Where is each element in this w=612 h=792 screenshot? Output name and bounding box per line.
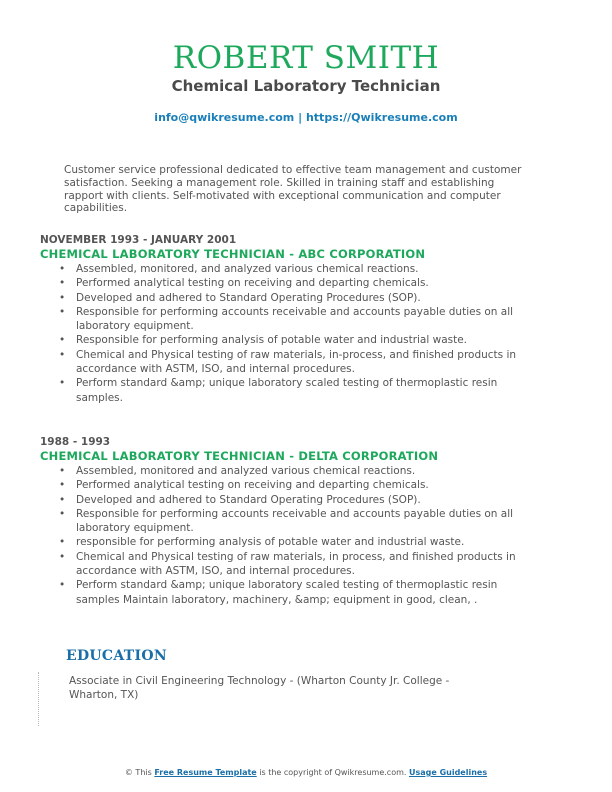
summary-text: Customer service professional dedicated to effective team management and customer satisfaction. Seeking a management role. Skilled in training staff and establishing rapport with clients. Self-motivated with exceptional communication and computer capabilities. [64, 164, 522, 215]
bullet-item: • Perform standard &amp; unique laboratory scaled testing of thermoplastic resin samples. [59, 377, 498, 404]
bullet-icon: • [59, 493, 66, 506]
candidate-title: Chemical Laboratory Technician [171, 77, 441, 95]
job-title: CHEMICAL LABORATORY TECHNICIAN - ABC CORPORATION [40, 247, 426, 261]
bullet-item: • responsible for performing analysis of potable water and industrial waste. [59, 536, 465, 549]
bullet-item: • Responsible for performing analysis of potable water and industrial waste. [59, 334, 468, 347]
bullet-item: • Developed and adhered to Standard Operating Procedures (SOP). [59, 291, 421, 304]
website-link[interactable]: https://Qwikresume.com [305, 111, 458, 124]
contact-separator: | [294, 111, 306, 124]
job-title: CHEMICAL LABORATORY TECHNICIAN - DELTA CORPORATION [40, 449, 439, 463]
bullet-icon: • [59, 479, 66, 492]
bullet-item: • Performed analytical testing on receiving and departing chemicals. [59, 479, 429, 492]
job-dates: 1988 - 1993 [40, 436, 111, 448]
bullet-item: • Perform standard &amp; unique laboratory scaled testing of thermoplastic resin samples Maintain laboratory, machinery, &amp; equipment in good, clean, . [59, 579, 498, 606]
bullet-icon: • [59, 277, 66, 290]
bullet-item: • Chemical and Physical testing of raw materials, in process, and finished products in accordance with ASTM, ISO, and internal procedures. [59, 550, 516, 578]
bullet-item: • Responsible for performing accounts receivable and accounts payable duties on all laboratory equipment. [59, 507, 514, 535]
candidate-name: ROBERT SMITH [172, 40, 440, 76]
footer [0, 768, 612, 777]
bullet-icon: • [59, 334, 66, 347]
bullet-icon: • [59, 536, 66, 549]
bullet-icon: • [59, 507, 66, 520]
usage-guidelines-link[interactable]: Usage Guidelines [408, 768, 488, 777]
education-heading: EDUCATION [66, 648, 167, 664]
job-bullets [40, 464, 530, 607]
education-divider [38, 672, 39, 726]
job-dates: NOVEMBER 1993 - JANUARY 2001 [40, 234, 237, 246]
bullet-item: • Developed and adhered to Standard Operating Procedures (SOP). [59, 493, 421, 506]
bullet-item: • Responsible for performing accounts receivable and accounts payable duties on all laboratory equipment. [59, 305, 514, 333]
bullet-item: • Assembled, monitored, and analyzed various chemical reactions. [59, 263, 419, 275]
job-bullets [40, 262, 530, 405]
footer-prefix: © This [124, 768, 155, 777]
bullet-icon: • [59, 263, 66, 275]
experience-entry [40, 436, 530, 607]
bullet-item: • Chemical and Physical testing of raw materials, in-process, and finished products in accordance with ASTM, ISO, and internal procedures. [59, 348, 517, 376]
free-resume-template-link[interactable]: Free Resume Template [154, 768, 257, 777]
bullet-icon: • [59, 377, 66, 390]
bullet-icon: • [59, 305, 66, 318]
bullet-icon: • [59, 579, 66, 592]
education-entry: Associate in Civil Engineering Technology - (Wharton County Jr. College - Wharton, TX) [69, 675, 450, 701]
contact-line [0, 111, 612, 125]
bullet-icon: • [59, 291, 66, 304]
bullet-item: • Performed analytical testing on receiving and departing chemicals. [59, 277, 429, 290]
bullet-icon: • [59, 465, 66, 477]
bullet-item: • Assembled, monitored and analyzed various chemical reactions. [59, 465, 416, 477]
experience-entry [40, 234, 530, 405]
bullet-icon: • [59, 550, 66, 563]
email-link[interactable]: info@qwikresume.com [154, 111, 295, 124]
bullet-icon: • [59, 348, 66, 361]
footer-middle: is the copyright of Qwikresume.com. [256, 768, 409, 777]
